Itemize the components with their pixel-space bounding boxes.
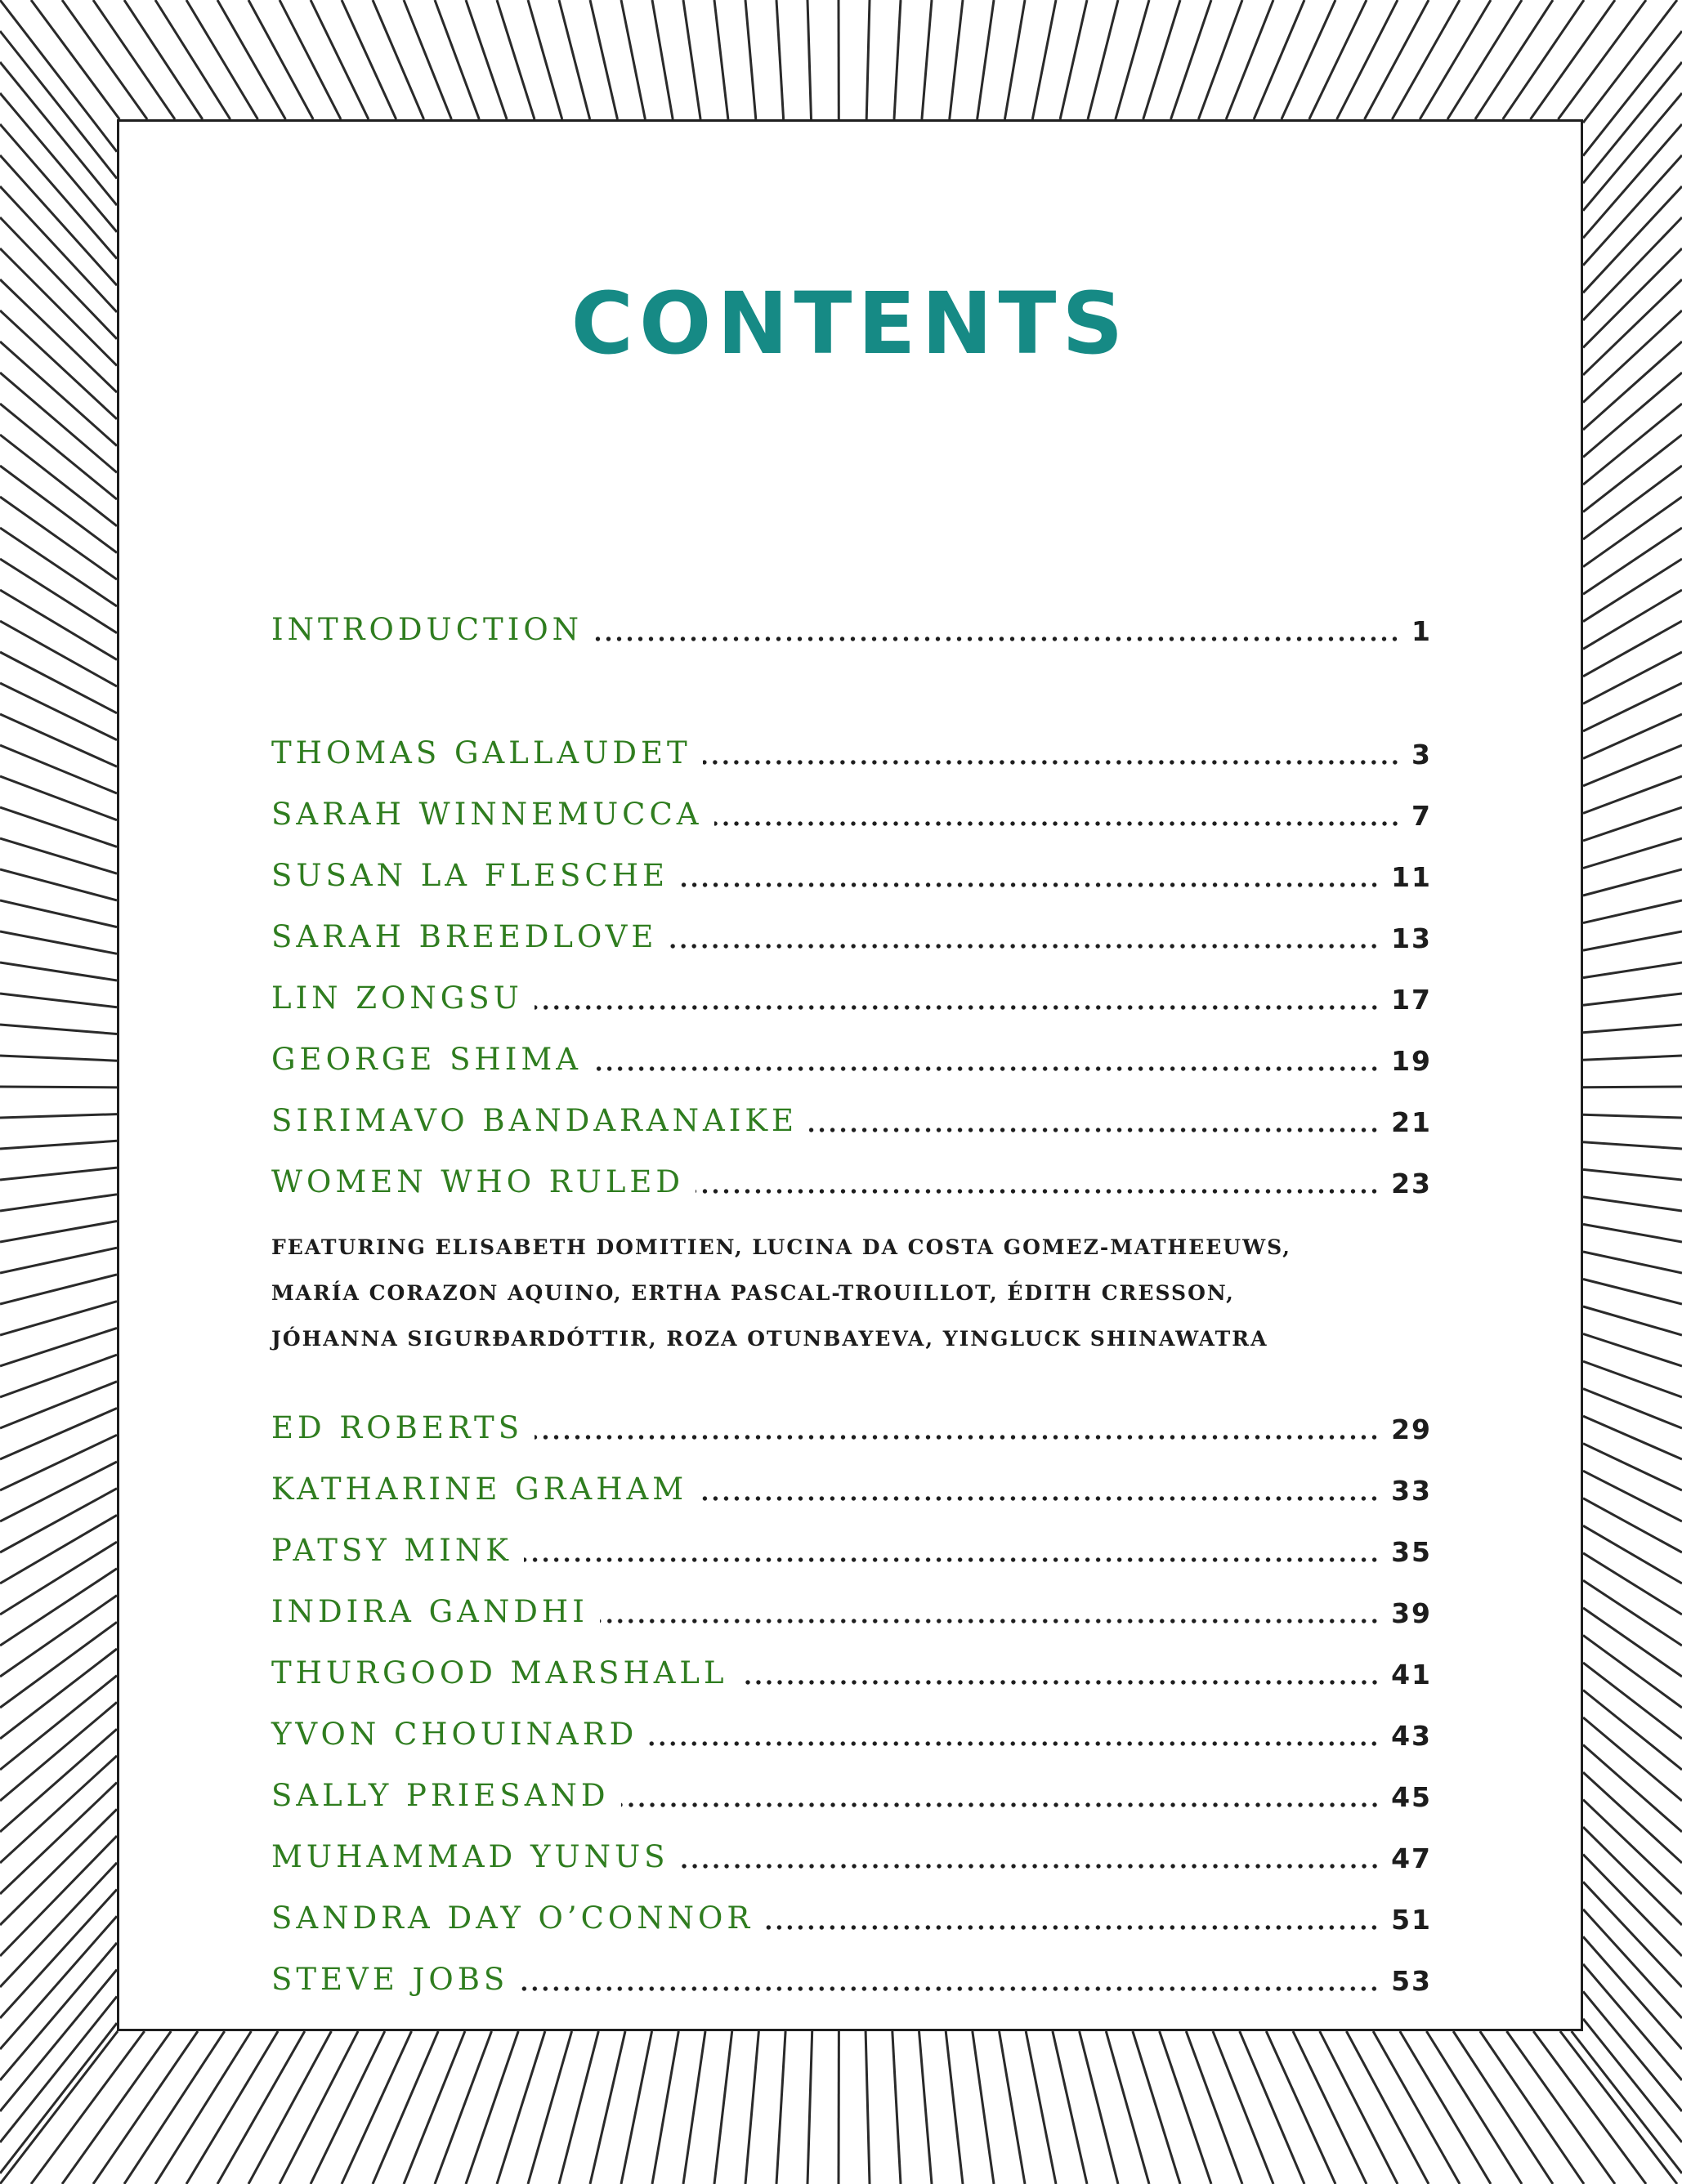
dot-leader [680,882,1380,887]
dot-leader [809,1128,1380,1132]
featuring-line: JÓHANNA SIGURÐARDÓTTIR, ROZA OTUNBAYEVA, YINGLUCK SHINAWATRA [271,1327,1268,1351]
ray-line [342,2031,412,2184]
toc-entry-patsy-mink[interactable] [271,1525,1432,1568]
ray-line [1583,1580,1682,1646]
entry-label: ED ROBERTS [271,1410,524,1445]
ray-line [1133,2031,1180,2184]
ray-line [1583,93,1682,211]
ray-line [0,1382,117,1428]
ray-line [0,373,117,472]
ray-line [1213,2031,1273,2184]
ray-line [1032,0,1056,119]
entry-label: SALLY PRIESAND [271,1778,610,1813]
ray-line [0,1222,117,1243]
ray-line [950,0,963,119]
entry-label: LIN ZONGSU [271,980,523,1016]
ray-line [1053,2031,1087,2184]
toc-entry-thomas-gallaudet[interactable] [271,727,1432,768]
ray-line [1583,1471,1682,1521]
entry-label: KATHARINE GRAHAM [271,1472,688,1507]
ray-line [0,900,117,927]
ray-line [1583,0,1677,123]
toc-entry-sandra-day-oconnor[interactable] [271,1892,1432,1936]
ray-line [1583,279,1682,375]
ray-line [1583,1056,1682,1060]
entry-label: THOMAS GALLAUDET [271,735,691,770]
ray-line [0,1409,117,1460]
ray-line [866,2031,870,2184]
entry-label: INDIRA GANDHI [271,1594,588,1629]
ray-line [1116,0,1149,119]
page-number: 19 [1391,1045,1432,1077]
ray-line [1186,2031,1242,2184]
toc-entry-yvon-chouinard[interactable] [271,1708,1432,1752]
ray-line [1583,1964,1682,2080]
ray-line [1583,994,1682,1005]
ray-line [373,0,424,119]
ray-line [0,1462,117,1521]
dot-leader [699,1496,1380,1501]
ray-line [497,2031,545,2184]
ray-line [1583,1025,1682,1033]
ray-line [0,838,117,873]
ray-line [1583,1142,1682,1149]
ray-line [1583,683,1682,731]
ray-line [1583,1498,1682,1552]
page-number: 11 [1391,861,1432,893]
ray-line [0,342,117,446]
dot-leader [703,760,1400,765]
ray-line [0,1025,117,1034]
contents-panel [117,119,1583,2031]
page-number: 17 [1391,984,1432,1016]
toc-entry-katharine-graham[interactable] [271,1463,1432,1507]
ray-line [1583,1087,1682,1088]
toc-entry-indira-gandhi[interactable] [271,1586,1432,1627]
ray-line [62,2031,171,2184]
ray-line [1240,2031,1304,2184]
toc-entry-susan-la-flesche[interactable] [271,850,1432,891]
ray-line [1583,1553,1682,1615]
entry-label: THURGOOD MARSHALL [271,1655,728,1690]
ray-line [0,1168,117,1180]
dot-leader [621,1802,1380,1807]
ray-line [0,1756,117,1863]
ray-line [683,0,700,119]
ray-line [621,2031,652,2184]
ray-line [1572,2031,1682,2173]
ray-line [1309,0,1367,119]
ray-line [1583,1855,1682,1956]
ray-line [1583,528,1682,594]
ray-line [1583,1882,1682,1987]
dot-leader [594,636,1400,641]
ray-line [1060,0,1087,119]
ray-line [404,0,451,119]
ray-line [714,0,728,119]
featuring-line: FEATURING ELISABETH DOMITIEN, LUCINA DA COSTA GOMEZ-MATHEEUWS, [271,1235,1292,1259]
ray-line [1583,1224,1682,1242]
ray-line [311,0,369,119]
page-number: 21 [1391,1106,1432,1138]
ray-line [866,0,870,119]
ray-line [1583,248,1682,347]
ray-line [0,279,117,392]
ray-line [1583,900,1682,923]
ray-line [0,1114,117,1118]
ray-line [1420,0,1491,119]
ray-line [1583,962,1682,978]
ray-line [1447,0,1522,119]
featuring-line: MARÍA CORAZON AQUINO, ERTHA PASCAL-TROUILLOT, ÉDITH CRESSON, [271,1281,1235,1305]
ray-line [0,2023,117,2173]
page-number: 3 [1411,739,1432,770]
toc-entry-muhammad-yunus[interactable] [271,1831,1432,1872]
ray-line [0,714,117,766]
ray-line [497,0,535,119]
ray-line [0,2031,118,2184]
ray-line [528,0,562,119]
ray-line [1426,2031,1522,2184]
ray-line [186,0,258,119]
ray-line [0,590,117,659]
ray-line [0,1729,117,1832]
ray-line [1266,2031,1335,2184]
ray-line [404,2031,465,2184]
ray-line [1392,0,1460,119]
ray-line [1453,2031,1553,2184]
ray-line [1583,186,1682,293]
ray-line [0,745,117,793]
ray-line [1088,0,1118,119]
ray-line [0,1783,117,1894]
ray-line [1583,1197,1682,1211]
toc-entry-george-shima[interactable] [271,1034,1432,1077]
ray-line [1583,1991,1682,2111]
page-number: 1 [1411,615,1432,647]
ray-line [0,1141,117,1149]
ray-line [1583,1525,1682,1583]
ray-line [0,1056,117,1061]
ray-line [0,1863,117,1987]
ray-line [0,683,117,740]
ray-line [280,0,341,119]
ray-line [1254,0,1304,119]
ray-line [0,1916,117,2049]
ray-line [652,0,673,119]
toc-entry-sirimavo-bandaranaike[interactable] [271,1095,1432,1136]
toc-entry-lin-zongsu[interactable] [271,972,1432,1016]
ray-line [1143,0,1180,119]
ray-line [1583,776,1682,813]
ray-line [0,1302,117,1335]
ray-line [807,0,812,119]
ray-line [435,2031,492,2184]
ray-line [1583,155,1682,266]
ray-line [1226,0,1273,119]
ray-line [1583,310,1682,403]
ray-line [973,2031,994,2184]
ray-line [1583,466,1682,539]
page-number: 29 [1391,1414,1432,1445]
ray-line [0,1943,117,2080]
ray-line [0,435,117,526]
entry-label: SIRIMAVO BANDARANAIKE [271,1103,798,1138]
page-number: 43 [1391,1720,1432,1752]
ray-line [1583,1800,1682,1894]
ray-line [1583,590,1682,649]
ray-line [1583,559,1682,622]
ray-line [590,0,618,119]
ray-line [922,0,932,119]
ray-line [1583,1334,1682,1367]
toc-entry-introduction[interactable] [271,604,1432,645]
ray-line [1282,0,1335,119]
ray-line [1583,1114,1682,1118]
ray-line [155,0,230,119]
ray-line [0,931,117,954]
ray-line [1583,931,1682,950]
ray-line [1293,2031,1367,2184]
ray-line [0,1836,117,1956]
ray-line [1583,838,1682,869]
page-number: 23 [1391,1168,1432,1199]
ray-line [977,0,994,119]
entry-label: GEORGE SHIMA [271,1042,582,1077]
ray-line [0,1676,117,1770]
ray-line [0,1996,117,2142]
dot-leader [714,821,1401,826]
dot-leader [649,1741,1380,1746]
page-number: 51 [1391,1904,1432,1936]
ray-line [1583,1361,1682,1397]
table-of-contents [271,122,1432,2034]
page-number: 47 [1391,1842,1432,1874]
ray-line [1026,2031,1056,2184]
ray-line [0,0,117,152]
ray-line [342,0,396,119]
page-number: 33 [1391,1475,1432,1507]
dot-leader [669,944,1380,949]
entry-label: SARAH BREEDLOVE [271,919,658,954]
ray-line [248,0,313,119]
toc-entry-sally-priesand[interactable] [271,1770,1432,1811]
toc-entry-ed-roberts[interactable] [271,1402,1432,1443]
page-number: 53 [1391,1965,1432,1997]
page-title: CONTENTS [570,274,1130,373]
ray-line [1583,124,1682,238]
ray-line [776,0,784,119]
ray-line [0,217,117,339]
ray-line [1583,652,1682,703]
ray-line [0,124,117,259]
entry-label: STEVE JOBS [271,1962,509,1997]
page-number: 35 [1391,1536,1432,1568]
ray-line [217,0,285,119]
ray-line [1583,1827,1682,1925]
ray-line [186,2031,278,2184]
ray-line [892,2031,901,2184]
entry-label: YVON CHOUINARD [271,1717,638,1752]
ray-line [1583,1444,1682,1490]
entry-label: SARAH WINNEMUCCA [271,797,703,832]
ray-line [0,652,117,713]
ray-line [466,2031,518,2184]
ray-line [559,0,590,119]
ray-line [0,62,117,205]
ray-line [1583,1635,1682,1708]
ray-line [1583,1169,1682,1180]
ray-line [1583,1936,1682,2049]
dot-leader [600,1619,1380,1623]
dot-leader [524,1557,1380,1562]
ray-line [946,2031,963,2184]
ray-line [745,0,756,119]
ray-line [0,869,117,900]
entry-label: INTRODUCTION [271,612,584,647]
dot-leader [520,1986,1380,1991]
ray-line [652,2031,678,2184]
ray-line [1365,0,1429,119]
ray-line [0,1275,117,1304]
ray-line [894,0,901,119]
ray-line [0,994,117,1007]
ray-line [1004,0,1025,119]
featuring-note [271,1225,1432,1362]
ray-line [93,2031,198,2184]
ray-line [0,1195,117,1211]
ray-line [0,93,117,232]
ray-line [0,1702,117,1801]
dot-leader [681,1864,1380,1869]
ray-line [1583,621,1682,677]
ray-line [776,2031,785,2184]
entry-label: WOMEN WHO RULED [271,1164,685,1199]
ray-line [0,1542,117,1615]
ray-line [1583,62,1682,183]
dot-leader [696,1189,1380,1194]
ray-line [1583,1306,1682,1335]
ray-line [1583,31,1682,156]
ray-line [919,2031,933,2184]
dot-leader [740,1680,1380,1685]
dot-leader [593,1066,1380,1071]
entry-label: MUHAMMAD YUNUS [271,1839,669,1874]
ray-line [124,2031,225,2184]
entry-label: SANDRA DAY O’CONNOR [271,1900,754,1936]
toc-entry-sarah-winnemucca[interactable] [271,788,1432,832]
ray-line [745,2031,758,2184]
dot-leader [765,1925,1380,1930]
dot-leader [535,1005,1380,1010]
ray-line [1583,1909,1682,2018]
ray-line [0,1515,117,1583]
ray-line [714,2031,732,2184]
ray-line [1480,2031,1584,2184]
ray-line [1000,2031,1026,2184]
toc-entry-sarah-breedlove[interactable] [271,911,1432,952]
toc-entry-women-who-ruled[interactable] [271,1156,1432,1197]
ray-line [807,2031,812,2184]
entry-label: SUSAN LA FLESCHE [271,858,669,893]
ray-line [0,186,117,312]
ray-line [1583,497,1682,567]
ray-line [683,2031,705,2184]
ray-line [0,404,117,499]
page-number: 41 [1391,1659,1432,1690]
ray-line [0,1087,117,1088]
ray-line [1160,2031,1211,2184]
ray-line [311,2031,385,2184]
ray-line [1583,1280,1682,1305]
ray-line [0,621,117,686]
ray-line [0,1248,117,1273]
page-number: 39 [1391,1597,1432,1629]
page-number: 7 [1411,800,1432,832]
ray-line [1583,1608,1682,1677]
ray-line [621,0,645,119]
ray-line [0,1489,117,1552]
ray-line [1583,217,1682,320]
ray-line [0,962,117,980]
ray-line [1337,0,1398,119]
ray-line [1583,1252,1682,1273]
ray-line [590,2031,625,2184]
page-number: 13 [1391,922,1432,954]
ray-line [1583,807,1682,841]
toc-entry-steve-jobs[interactable] [271,1954,1432,1997]
entry-label: PATSY MINK [271,1533,512,1568]
ray-line [1507,2031,1616,2184]
ray-line [0,1435,117,1490]
ray-line [373,2031,438,2184]
ray-line [1583,869,1682,895]
dot-leader [535,1435,1380,1440]
ray-line [155,2031,251,2184]
ray-line [0,310,117,419]
toc-entry-thurgood-marshall[interactable] [271,1647,1432,1688]
page-number: 45 [1391,1781,1432,1813]
